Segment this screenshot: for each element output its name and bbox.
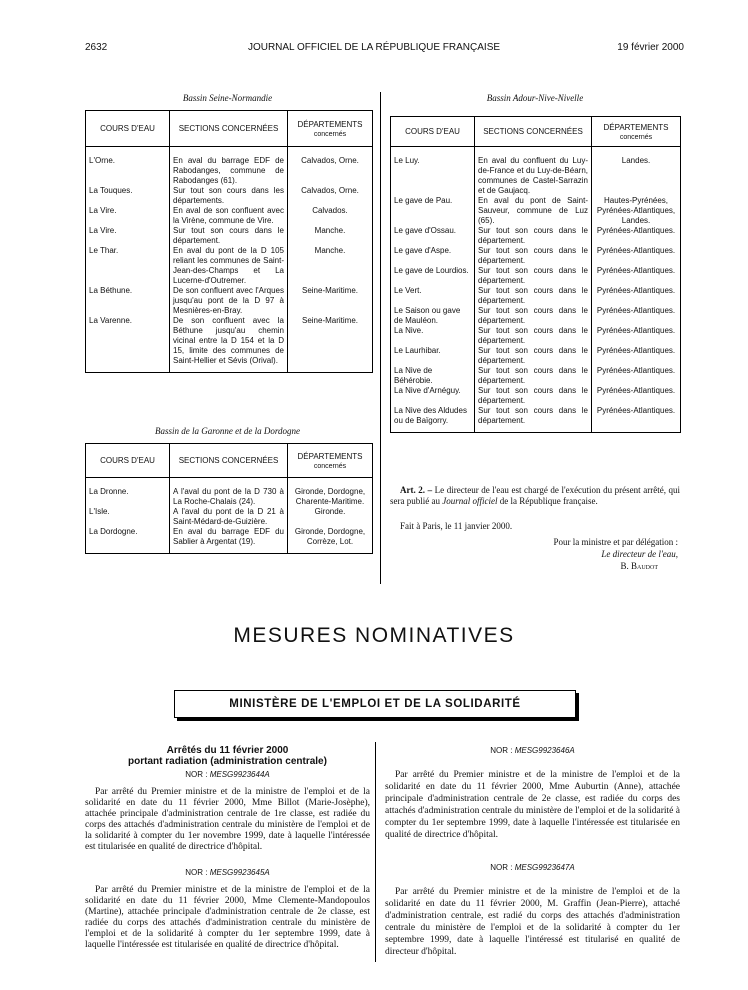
table-row xyxy=(86,316,373,373)
cell-cours: La Touques. xyxy=(86,186,170,206)
cell-departements: Pyrénées-Atlantiques. xyxy=(592,286,681,306)
cell-departements: Pyrénées-Atlantiques. xyxy=(592,326,681,346)
table-title-adour: Bassin Adour-Nive-Nivelle xyxy=(486,93,584,103)
col-header-sections: SECTIONS CONCERNÉES xyxy=(170,444,288,478)
cell-departements: Calvados, Orne. xyxy=(288,147,373,187)
table-row xyxy=(86,186,373,206)
article-2: Art. 2. – Le directeur de l'eau est chargé de l'exécution du présent arrêté, qui sera publié au Journal officiel de la République française. xyxy=(390,485,680,506)
table-row xyxy=(86,246,373,286)
column-divider xyxy=(380,92,381,584)
signature-delegation: Pour la ministre et par délégation : xyxy=(553,537,678,547)
table-row xyxy=(391,306,681,326)
table-adour-nive-nivelle xyxy=(390,116,681,433)
lower-column-divider xyxy=(375,742,376,962)
cell-cours: La Nive de Béhérobie. xyxy=(391,366,475,386)
cell-departements: Manche. xyxy=(288,246,373,286)
table-row xyxy=(391,326,681,346)
col-header-departements: DÉPARTEMENTS concernés xyxy=(592,117,681,147)
cell-cours: La Dordogne. xyxy=(86,527,170,554)
cell-departements: Pyrénées-Atlantiques. xyxy=(592,366,681,386)
cell-departements: Seine-Maritime. xyxy=(288,286,373,316)
issue-date: 19 février 2000 xyxy=(617,42,684,53)
col-header-cours: COURS D'EAU xyxy=(86,444,170,478)
table-row xyxy=(391,147,681,197)
ministry-title-box: MINISTÈRE DE L'EMPLOI ET DE LA SOLIDARITÉ xyxy=(174,690,576,718)
table-row xyxy=(86,147,373,187)
decree-text: Par arrêté du Premier ministre et de la ministre de l'emploi et de la solidarité en date du 11 février 2000, Mme Clemente-Mandopoulos (Martine), attachée principale d'administration centrale de 2e classe, est radiée du corps des attachés d'administration centrale du ministère de l'emploi et de la solidarité à compter du 1er septembre 1999, date à laquelle l'intéressée est titularisée en qualité de directrice d'hôpital. xyxy=(85,885,370,950)
cell-departements: Pyrénées-Atlantiques. xyxy=(592,226,681,246)
cell-sections: En aval du confluent du Luy-de-France et du Luy-de-Béarn, communes de Castel-Sarrazin et de Gaujacq. xyxy=(475,147,592,197)
table-row xyxy=(86,226,373,246)
cell-sections: En aval du pont de Saint-Sauveur, commune de Luz (65). xyxy=(475,196,592,226)
table-garonne-dordogne xyxy=(85,443,373,554)
cell-sections: Sur tout son cours dans le département. xyxy=(475,286,592,306)
table-row xyxy=(391,366,681,386)
cell-sections: Sur tout son cours dans le département. xyxy=(475,326,592,346)
table-row xyxy=(86,507,373,527)
cell-departements: Pyrénées-Atlantiques. xyxy=(592,306,681,326)
table-row xyxy=(391,406,681,433)
signature-name: B. Baudot xyxy=(620,561,658,571)
table-seine-normandie xyxy=(85,110,373,373)
cell-departements: Pyrénées-Atlantiques. xyxy=(592,406,681,433)
cell-sections: Sur tout son cours dans le département. xyxy=(170,226,288,246)
cell-departements: Gironde, Dordogne, Charente-Maritime. xyxy=(288,478,373,508)
nor-reference: NOR : MESG9923644A xyxy=(185,770,270,779)
cell-cours: Le Laurhibar. xyxy=(391,346,475,366)
cell-sections: Sur tout son cours dans le département. xyxy=(475,406,592,433)
table-row xyxy=(391,196,681,226)
nor-reference: NOR : MESG9923646A xyxy=(490,746,575,755)
section-title: MESURES NOMINATIVES xyxy=(233,624,515,647)
cell-cours: L'Orne. xyxy=(86,147,170,187)
cell-departements: Gironde. xyxy=(288,507,373,527)
cell-departements: Hautes-Pyrénées, Pyrénées-Atlantiques, Landes. xyxy=(592,196,681,226)
table-row xyxy=(86,286,373,316)
cell-sections: De son confluent avec la Béthune jusqu'au chemin vicinal entre la D 154 et la D 15, limite des communes de Saint-Hellier et Sévis (Orival). xyxy=(170,316,288,373)
col-header-cours: COURS D'EAU xyxy=(86,111,170,147)
cell-sections: Sur tout son cours dans le département. xyxy=(475,226,592,246)
table-row xyxy=(391,246,681,266)
cell-cours: La Béthune. xyxy=(86,286,170,316)
cell-sections: En aval du barrage EDF de Rabodanges, commune de Rabodanges (61). xyxy=(170,147,288,187)
col-header-sections: SECTIONS CONCERNÉES xyxy=(475,117,592,147)
cell-sections: En aval du pont de la D 105 reliant les communes de Saint-Jean-des-Champs et La Lucerne-d'Outremer. xyxy=(170,246,288,286)
cell-cours: La Varenne. xyxy=(86,316,170,373)
cell-departements: Landes. xyxy=(592,147,681,197)
table-title-garonne: Bassin de la Garonne et de la Dordogne xyxy=(154,426,301,436)
nor-reference: NOR : MESG9923645A xyxy=(185,868,270,877)
decree-text: Par arrêté du Premier ministre et de la ministre de l'emploi et de la solidarité en date du 11 février 2000, M. Graffin (Jean-Pierre), attaché d'administration centrale, est radié du corps des attachés d'administration centrale du ministère de l'emploi et de la solidarité à compter du 1er septembre 1999, date à laquelle l'intéressé est titularisé en qualité de directeur d'hôpital. xyxy=(385,887,680,957)
table-row xyxy=(391,346,681,366)
signature-role: Le directeur de l'eau, xyxy=(601,549,678,559)
cell-cours: La Vire. xyxy=(86,206,170,226)
cell-sections: En aval du barrage EDF du Sablier à Argentat (19). xyxy=(170,527,288,554)
cell-cours: L'Isle. xyxy=(86,507,170,527)
cell-cours: Le gave de Pau. xyxy=(391,196,475,226)
col-header-cours: COURS D'EAU xyxy=(391,117,475,147)
cell-cours: Le gave de Lourdios. xyxy=(391,266,475,286)
signature-place-date: Fait à Paris, le 11 janvier 2000. xyxy=(400,521,513,531)
cell-sections: De son confluent avec l'Arques jusqu'au pont de la D 97 à Mesnières-en-Bray. xyxy=(170,286,288,316)
cell-cours: La Vire. xyxy=(86,226,170,246)
cell-cours: Le gave d'Aspe. xyxy=(391,246,475,266)
cell-departements: Pyrénées-Atlantiques. xyxy=(592,346,681,366)
arretes-title: Arrêtés du 11 février 2000 portant radiation (administration centrale) xyxy=(128,745,327,767)
journal-title: JOURNAL OFFICIEL DE LA RÉPUBLIQUE FRANÇAISE xyxy=(247,42,501,53)
table-row xyxy=(391,386,681,406)
cell-sections: Sur tout son cours dans le département. xyxy=(475,346,592,366)
cell-cours: La Dronne. xyxy=(86,478,170,508)
cell-sections: Sur tout son cours dans le département. xyxy=(475,246,592,266)
decree-text: Par arrêté du Premier ministre et de la ministre de l'emploi et de la solidarité en date du 11 février 2000, Mme Auburtin (Anne), attachée principale d'administration centrale de 2e classe, est radiée du corps des attachés d'administration centrale du ministère de l'emploi et de la solidarité à compter du 1er septembre 1999, date à laquelle l'intéressée est titularisée en qualité de directrice d'hôpital. xyxy=(385,770,680,840)
table-row xyxy=(86,478,373,508)
cell-departements: Gironde, Dordogne, Corrèze, Lot. xyxy=(288,527,373,554)
cell-cours: La Nive des Aldudes ou de Baïgorry. xyxy=(391,406,475,433)
cell-sections: Sur tout son cours dans le département. xyxy=(475,306,592,326)
cell-sections: Sur tout son cours dans le département. xyxy=(475,266,592,286)
cell-sections: Sur tout son cours dans le département. xyxy=(475,366,592,386)
cell-departements: Calvados. xyxy=(288,206,373,226)
cell-cours: Le Vert. xyxy=(391,286,475,306)
page-number: 2632 xyxy=(85,42,108,53)
cell-sections: Sur tout son cours dans les départements. xyxy=(170,186,288,206)
table-row xyxy=(391,286,681,306)
cell-departements: Seine-Maritime. xyxy=(288,316,373,373)
table-row xyxy=(86,527,373,554)
col-header-sections: SECTIONS CONCERNÉES xyxy=(170,111,288,147)
cell-departements: Manche. xyxy=(288,226,373,246)
cell-departements: Pyrénées-Atlantiques. xyxy=(592,246,681,266)
table-title-seine: Bassin Seine-Normandie xyxy=(182,93,273,103)
table-row xyxy=(86,206,373,226)
cell-departements: Pyrénées-Atlantiques. xyxy=(592,386,681,406)
cell-departements: Calvados, Orne. xyxy=(288,186,373,206)
col-header-departements: DÉPARTEMENTS concernés xyxy=(288,444,373,478)
col-header-departements: DÉPARTEMENTS concernés xyxy=(288,111,373,147)
cell-departements: Pyrénées-Atlantiques. xyxy=(592,266,681,286)
cell-sections: En aval de son confluent avec la Virène, commune de Vire. xyxy=(170,206,288,226)
cell-cours: Le Saison ou gave de Mauléon. xyxy=(391,306,475,326)
cell-cours: Le Luy. xyxy=(391,147,475,197)
table-row xyxy=(391,266,681,286)
cell-cours: La Nive d'Arnéguy. xyxy=(391,386,475,406)
cell-sections: A l'aval du pont de la D 730 à La Roche-Chalais (24). xyxy=(170,478,288,508)
nor-reference: NOR : MESG9923647A xyxy=(490,863,575,872)
cell-sections: Sur tout son cours dans le département. xyxy=(475,386,592,406)
decree-text: Par arrêté du Premier ministre et de la ministre de l'emploi et de la solidarité en date du 11 février 2000, Mme Billot (Marie-Josèphe), attachée principale d'administration centrale de 1re classe, est radiée du corps des attachés d'administration centrale du ministère de l'emploi et de la solidarité à compter du 1er novembre 1999, date à laquelle l'intéressée est titularisée en qualité de directrice d'hôpital. xyxy=(85,787,370,852)
cell-cours: Le Thar. xyxy=(86,246,170,286)
cell-cours: La Nive. xyxy=(391,326,475,346)
cell-cours: Le gave d'Ossau. xyxy=(391,226,475,246)
cell-sections: A l'aval du pont de la D 21 à Saint-Médard-de-Guizière. xyxy=(170,507,288,527)
table-row xyxy=(391,226,681,246)
